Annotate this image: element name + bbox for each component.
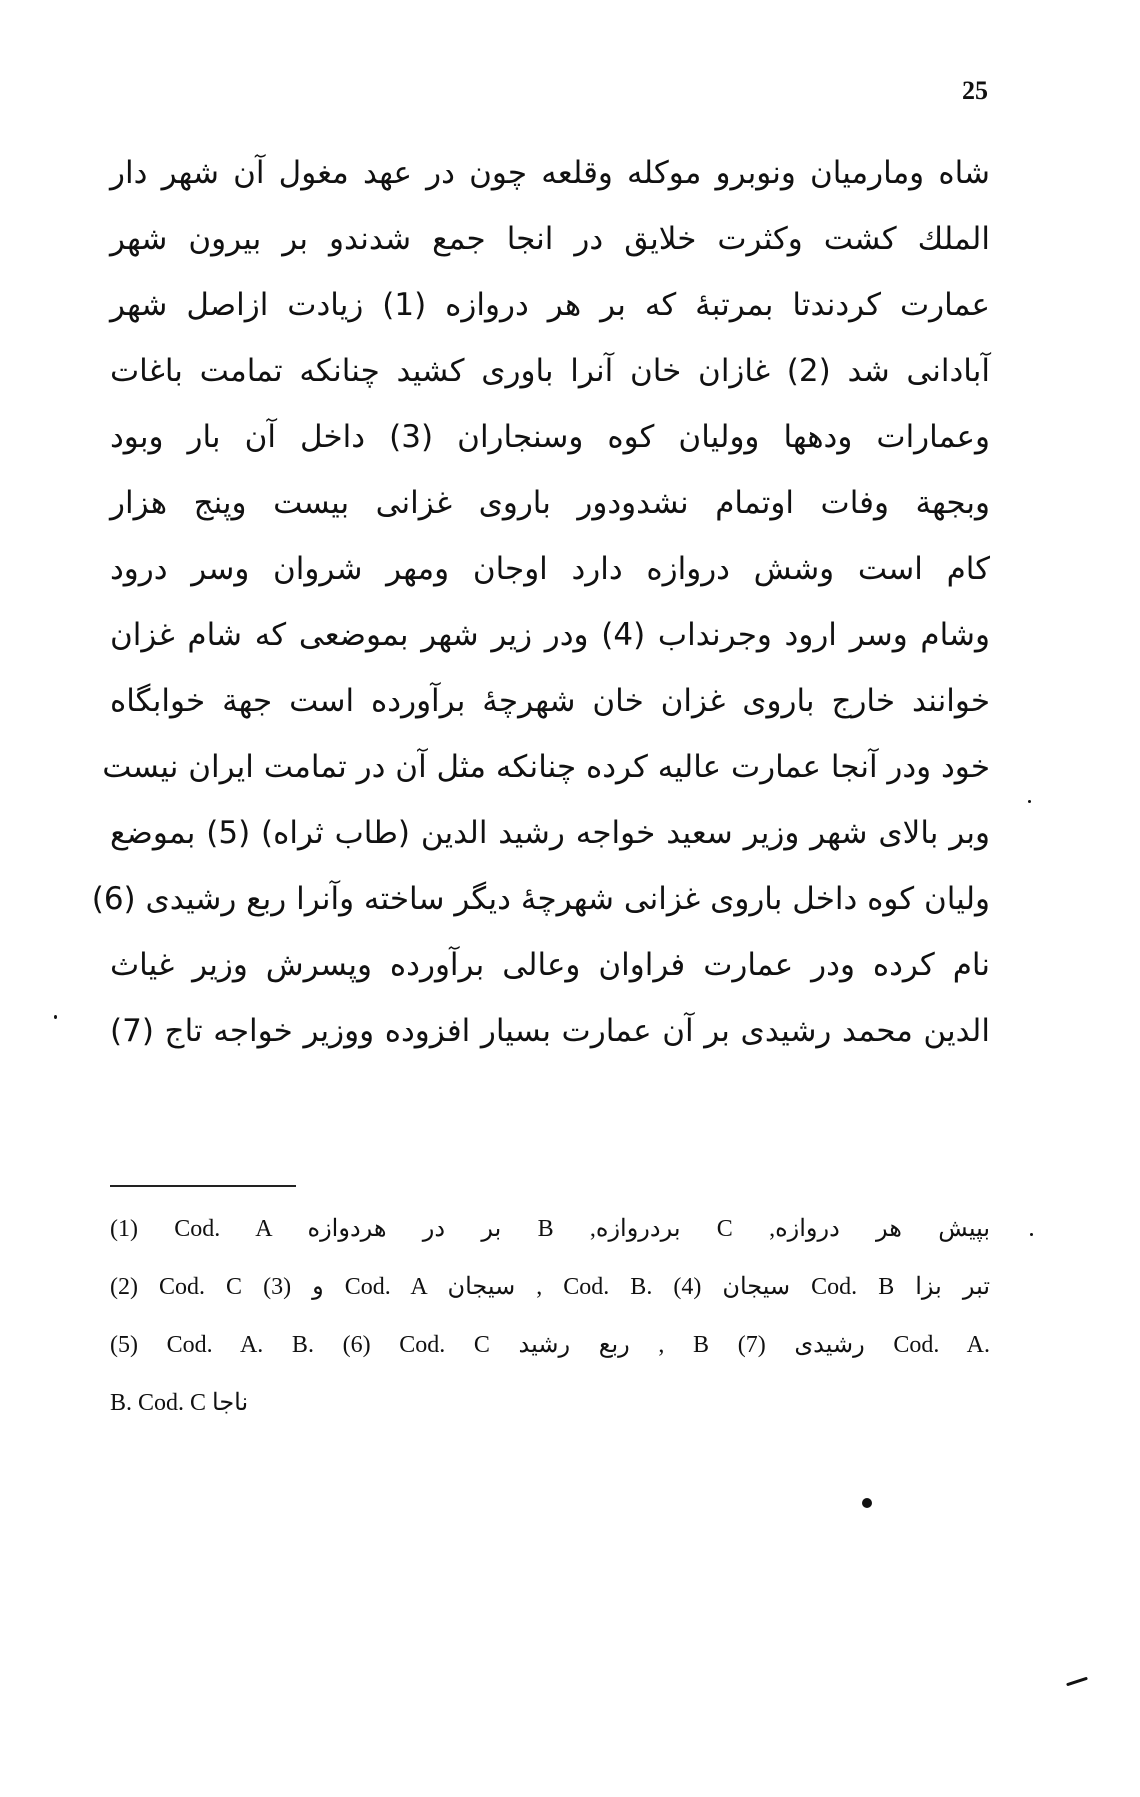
ink-speck bbox=[862, 1498, 872, 1508]
footnote-line: (1) Cod. A بر در هردوازه B ,بردروازه C ,بپیش هر دروازه bbox=[110, 1216, 990, 1242]
text-line: خود ودر آنجا عمارت عالیه کرده چنانکه مثل آن در تمامت ایران نیست bbox=[102, 749, 990, 785]
ink-speck bbox=[54, 1015, 57, 1019]
footnote-line: (5) Cod. A. B. (6) Cod. C ربع رشید , B رشیدی (7) Cod. A. bbox=[110, 1332, 990, 1358]
text-line: خوانند خارج باروی غزان خان شهرچهٔ برآورده است جهة خوابگاه bbox=[110, 683, 990, 719]
ink-speck bbox=[1066, 1677, 1088, 1687]
text-line: آبادانی شد (2) غازان خان آنرا باوری کشید چنانکه تمامت باغات bbox=[110, 353, 990, 389]
footnote-separator bbox=[110, 1185, 296, 1187]
ink-speck bbox=[1030, 1233, 1033, 1236]
footnote-line: B. Cod. C ناجا bbox=[110, 1390, 249, 1416]
text-line: عمارت کردندتا بمرتبهٔ که بر هر دروازه (1) زیادت ازاصل شهر bbox=[110, 287, 991, 323]
main-text-block bbox=[91, 140, 991, 1064]
text-line: شاه ومارمیان ونوبرو موکله وقلعه چون در عهد مغول آن شهر دار bbox=[110, 155, 990, 191]
text-line: وعمارات ودهها وولیان کوه وسنجاران (3) داخل آن بار وبود bbox=[110, 419, 990, 455]
text-line: وشام وسر ارود وجرنداب (4) ودر زیر شهر بموضعی که شام غزان bbox=[110, 617, 990, 653]
text-line: نام کرده ودر عمارت فراوان وعالی برآورده وپسرش وزیر غیاث bbox=[110, 947, 990, 983]
ink-speck bbox=[1028, 800, 1031, 803]
text-line: وبر بالای شهر وزیر سعید خواجه رشید الدین (طاب ثراه) (5) بموضع bbox=[110, 815, 990, 851]
text-line: کام است وشش دروازه دارد اوجان ومهر شروان وسر درود bbox=[110, 551, 990, 587]
page-number: 25 bbox=[962, 76, 988, 105]
text-line: الملك کشت وکثرت خلایق در انجا جمع شدندو بر بیرون شهر bbox=[110, 221, 990, 257]
text-line: وبجهة وفات اوتمام نشدودور باروی غزانی بیست وپنج هزار bbox=[110, 485, 990, 521]
footnote-line: (2) Cod. C و (3) Cod. A سیجان , Cod. B. سیجان (4) Cod. B تبر بزا bbox=[110, 1274, 991, 1300]
footnotes-block bbox=[110, 1200, 990, 1432]
text-line: ولیان کوه داخل باروی غزانی شهرچهٔ دیگر ساخته وآنرا ربع رشیدی (6) bbox=[91, 881, 990, 917]
text-line: الدین محمد رشیدی بر آن عمارت بسیار افزوده ووزیر خواجه تاج (7) bbox=[110, 1013, 990, 1049]
